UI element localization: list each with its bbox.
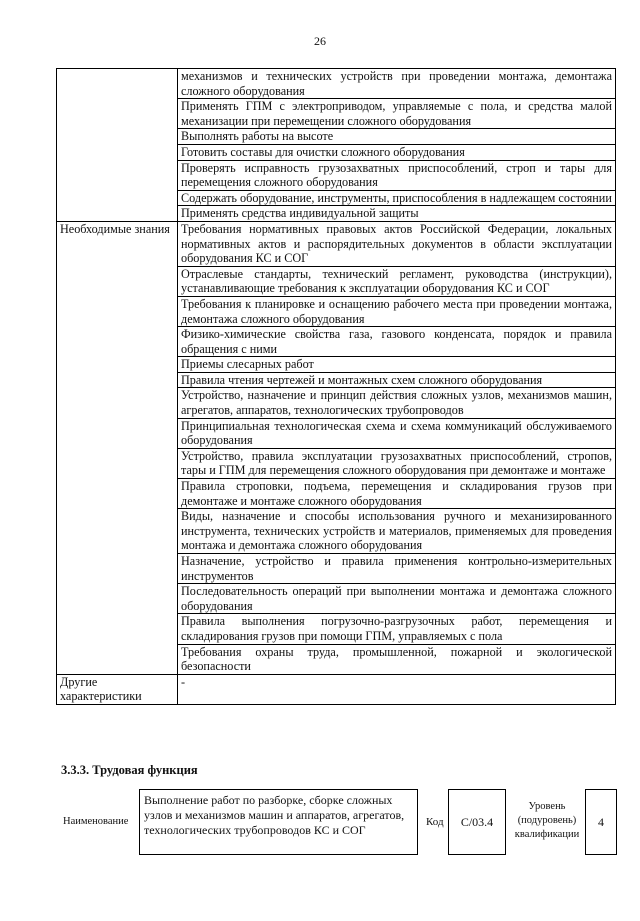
competency-table — [56, 68, 616, 705]
page-number: 26 — [314, 34, 326, 48]
knowledge-label-cell: Необходимые знания — [57, 221, 178, 674]
skill-item: Выполнять работы на высоте — [178, 129, 616, 145]
other-value: - — [178, 674, 616, 704]
skill-item: Содержать оборудование, инструменты, приспособления в надлежащем состоянии — [178, 190, 616, 206]
function-code-label: Код — [426, 816, 444, 828]
skill-item: механизмов и технических устройств при проведении монтажа, демонтажа сложного оборудования — [178, 69, 616, 99]
qualification-level-box: 4 — [585, 789, 617, 855]
knowledge-item: Требования охраны труда, промышленной, пожарной и экологической безопасности — [178, 644, 616, 674]
knowledge-item: Правила выполнения погрузочно-разгрузочных работ, перемещения и складирования грузов при помощи ГПМ, управляемых с пола — [178, 614, 616, 644]
other-label-cell: Другие характеристики — [57, 674, 178, 704]
skill-item: Проверять исправность грузозахватных приспособлений, строп и тары для перемещения сложного оборудования — [178, 160, 616, 190]
knowledge-item: Требования к планировке и оснащению рабочего места при проведении монтажа, демонтажа сложного оборудования — [178, 296, 616, 326]
table-row — [57, 221, 616, 266]
knowledge-item: Принципиальная технологическая схема и схема коммуникаций обслуживаемого оборудования — [178, 418, 616, 448]
knowledge-item: Требования нормативных правовых актов Российской Федерации, локальных нормативных актов и распорядительных документов в области эксплуатации оборудования КС и СОГ — [178, 221, 616, 266]
section-heading: 3.3.3. Трудовая функция — [61, 763, 198, 777]
skill-item: Готовить составы для очистки сложного оборудования — [178, 144, 616, 160]
knowledge-item: Устройство, правила эксплуатации грузозахватных приспособлений, стропов, тары и ГПМ для перемещения сложного оборудования при демонтаже и монтаже — [178, 448, 616, 478]
knowledge-item: Виды, назначение и способы использования ручного и механизированного инструмента, технических устройств и материалов, применяемых для проведения монтажа и демонтажа сложного оборудования — [178, 509, 616, 554]
knowledge-item: Устройство, назначение и принцип действия сложных узлов, механизмов машин, агрегатов, аппаратов, технологических трубопроводов — [178, 388, 616, 418]
function-name-label: Наименование — [63, 816, 129, 827]
knowledge-item: Физико-химические свойства газа, газового конденсата, порядок и правила обращения с ними — [178, 327, 616, 357]
skill-item: Применять ГПМ с электроприводом, управляемые с пола, и средства малой механизации при перемещении сложного оборудования — [178, 99, 616, 129]
knowledge-item: Последовательность операций при выполнении монтажа и демонтажа сложного оборудования — [178, 584, 616, 614]
function-name-box: Выполнение работ по разборке, сборке сложных узлов и механизмов машин и аппаратов, агрегатов, технологических трубопроводов КС и СОГ — [139, 789, 418, 855]
knowledge-item: Правила строповки, подъема, перемещения и складирования грузов при демонтаже и монтаже сложного оборудования — [178, 479, 616, 509]
skill-item: Применять средства индивидуальной защиты — [178, 206, 616, 222]
knowledge-item: Приемы слесарных работ — [178, 357, 616, 373]
knowledge-item: Назначение, устройство и правила применения контрольно-измерительных инструментов — [178, 554, 616, 584]
function-code-box: C/03.4 — [448, 789, 506, 855]
knowledge-item: Отраслевые стандарты, технический регламент, руководства (инструкции), устанавливающие требования к эксплуатации оборудования КС и СОГ — [178, 266, 616, 296]
table-row — [57, 69, 616, 99]
knowledge-item: Правила чтения чертежей и монтажных схем сложного оборудования — [178, 372, 616, 388]
skills-label-cell — [57, 69, 178, 222]
qualification-level-label: Уровень (подуровень) квалификации — [514, 801, 580, 840]
table-row — [57, 674, 616, 704]
